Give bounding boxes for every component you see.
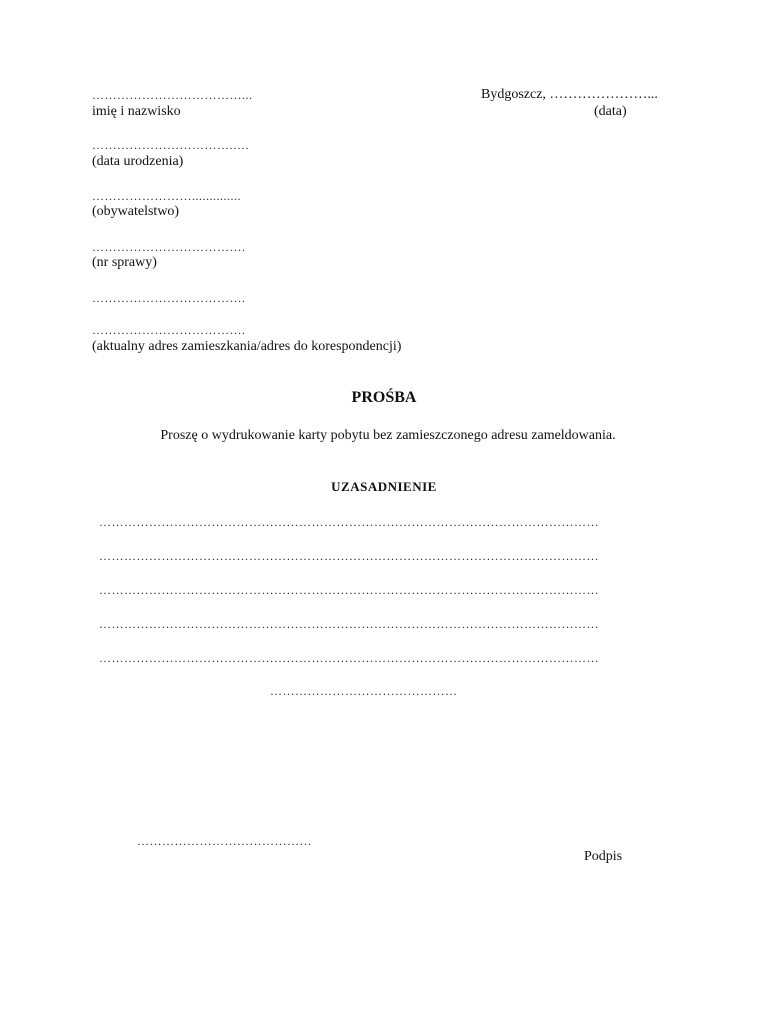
justification-short-line: ………………………………………: [270, 684, 458, 698]
justification-line-1: …………………………………………………………………………………………………………: [99, 515, 599, 529]
signature-dots: ……………………………………: [137, 834, 312, 848]
birth-date-label: (data urodzenia): [92, 154, 184, 169]
request-title: PROŚBA: [351, 389, 417, 406]
signature-label: Podpis: [584, 849, 623, 864]
name-dots: ………………………………...: [92, 88, 253, 102]
case-number-label: (nr sprawy): [92, 255, 157, 270]
justification-line-2: …………………………………………………………………………………………………………: [99, 549, 599, 563]
extra-dots: ……………………………….: [92, 291, 246, 305]
city-date-line: Bydgoszcz, …………………...: [481, 87, 658, 102]
date-label: (data): [594, 104, 627, 119]
address-label: (aktualny adres zamieszkania/adres do korespondencji): [92, 339, 402, 354]
justification-line-3: …………………………………………………………………………………………………………: [99, 583, 599, 597]
birth-date-dots: …………………………….….: [92, 138, 249, 152]
citizenship-label: (obywatelstwo): [92, 204, 180, 219]
address-dots: ……………………………….: [92, 323, 246, 337]
justification-line-4: …………………………………………………………………………………………………………: [99, 617, 599, 631]
request-body: Proszę o wydrukowanie karty pobytu bez zamieszczonego adresu zameldowania.: [160, 428, 616, 443]
case-number-dots: ……………………………….: [92, 240, 246, 254]
justification-line-5: …………………………………………………………………………………………………………: [99, 651, 599, 665]
name-label: imię i nazwisko: [92, 104, 181, 119]
justification-title: UZASADNIENIE: [331, 479, 437, 494]
citizenship-dots: ……………………..............: [92, 189, 241, 203]
